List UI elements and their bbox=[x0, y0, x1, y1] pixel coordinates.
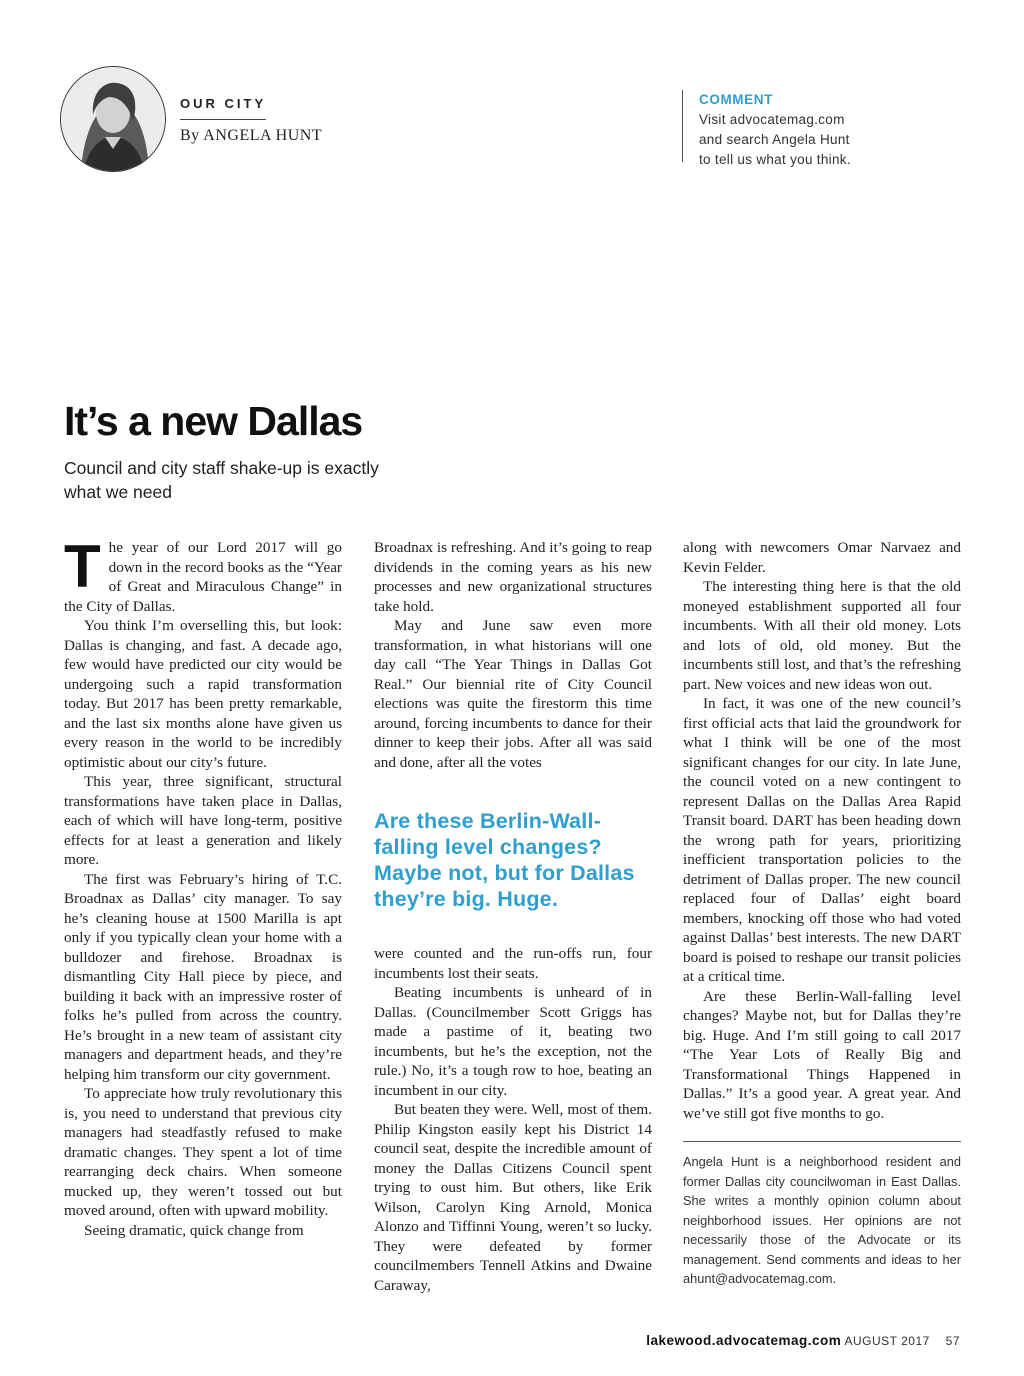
pull-quote: Are these Berlin-Wall-falling level changes? Maybe not, but for Dallas they’re big. Huge. bbox=[374, 809, 635, 911]
paragraph: Are these Berlin-Wall-falling level changes? Maybe not, but for Dallas they’re big. Huge. And I’m still going to call 2017 “The Year Lots of Really Big and Transformational Things Happened in Dallas.” It’s a good year. A great year. And we’ve still got five months to go. bbox=[683, 987, 961, 1122]
page-footer bbox=[646, 1333, 960, 1348]
section-label-divider bbox=[180, 119, 266, 120]
paragraph: You think I’m overselling this, but look: Dallas is changing, and fast. A decade ago, few would have predicted our city would be undergoing such a rapid transformation today. But 2017 has been pretty remarkable, and the last six months alone have given us every reason in the world to be incredibly optimistic about our city’s future. bbox=[64, 617, 342, 771]
paragraph: Broadnax is refreshing. And it’s going to reap dividends in the coming years as his new processes and new organizational structures take hold. bbox=[374, 539, 652, 615]
paragraph bbox=[64, 533, 342, 616]
comment-line: and search Angela Hunt bbox=[699, 132, 850, 147]
comment-line: Visit advocatemag.com bbox=[699, 112, 845, 127]
bio-divider bbox=[683, 1141, 961, 1142]
author-photo bbox=[60, 66, 166, 172]
headline: It’s a new Dallas bbox=[64, 398, 363, 444]
paragraph: were counted and the run-offs run, four incumbents lost their seats. bbox=[374, 945, 652, 982]
paragraph: along with newcomers Omar Narvaez and Kevin Felder. bbox=[683, 539, 961, 576]
author-bio: Angela Hunt is a neighborhood resident and former Dallas city councilwoman in East Dallas. She writes a monthly opinion column about neighborhood issues. Her opinions are not necessarily those of the Advocate or its management. Send comments and ideas to her ahunt@advocatemag.com. bbox=[683, 1154, 961, 1286]
dek: Council and city staff shake-up is exactly what we need bbox=[64, 458, 379, 502]
comment-box bbox=[682, 90, 851, 167]
paragraph: The interesting thing here is that the old moneyed establishment supported all four incumbents. With all their old money. Lots and lots of old, old money. But the incumbents still lost, and that’s the refreshing part. New voices and new ideas won out. bbox=[683, 578, 961, 693]
paragraph: But beaten they were. Well, most of them. Philip Kingston easily kept his District 14 council seat, despite the incredible amount of money the Dallas Citizens Council spent trying to oust him. But others, like Erik Wilson, Carolyn King Arnold, Monica Alonzo and Tiffinni Young, weren’t so lucky. They were defeated by former councilmembers Tennell Atkins and Dwaine Caraway, bbox=[374, 1101, 652, 1294]
paragraph: In fact, it was one of the new council’s first official acts that laid the groundwork for what I think will be one of the most significant changes for our city. In late June, the council voted on a new contingent to represent Dallas on the Dallas Area Rapid Transit board. DART has been heading down the wrong path for years, prioritizing inefficient transportation policies to the detriment of Dallas proper. The new council replaced four of Dallas’ eight board members, knocking off those who had voted against Dallas’ best interests. The new DART board is poised to reshape our transit policies at a critical time. bbox=[683, 695, 961, 985]
article-column-3 bbox=[683, 538, 961, 1289]
paragraph: Beating incumbents is unheard of in Dallas. (Councilmember Scott Griggs has made a pastime of it, beating two incumbents, but he’s the exception, not the rule.) No, it’s a tough row to hoe, beating an incumbent in our city. bbox=[374, 984, 652, 1099]
author-portrait-icon bbox=[61, 67, 165, 171]
paragraph: This year, three significant, structural transformations have taken place in Dallas, each of which will have long-term, positive effects for at least a generation and likely more. bbox=[64, 773, 342, 868]
article-column-1 bbox=[64, 533, 342, 1240]
paragraph: May and June saw even more transformation, in what historians will one day call “The Year Things in Dallas Got Real.” Our biennial rite of City Council elections was quite the firestorm this time around, forcing incumbents to dance for their dinner to keep their jobs. After all was said and done, after all the votes bbox=[374, 617, 652, 771]
paragraph: The first was February’s hiring of T.C. Broadnax as Dallas’ city manager. To say he’s cleaning house at 1500 Marilla is apt only if you typically clean your home with a bulldozer and firehose. Broadnax is dismantling City Hall piece by piece, and building it back with an impressive roster of folks he’s pulled from across the country. He’s brought in a new team of assistant city managers and department heads, and they’re helping him transform our city government. bbox=[64, 870, 342, 1083]
footer-site: lakewood.advocatemag.com bbox=[646, 1333, 842, 1348]
drop-cap: T bbox=[64, 533, 101, 600]
byline: By ANGELA HUNT bbox=[180, 127, 323, 144]
paragraph-text: he year of our Lord 2017 will go down in the record books as the “Year of Great and Miraculous Change” in the City of Dallas. bbox=[64, 539, 342, 615]
section-label: OUR CITY bbox=[180, 96, 267, 111]
comment-line: to tell us what you think. bbox=[699, 152, 851, 167]
footer-issue: AUGUST 2017 bbox=[844, 1334, 930, 1348]
paragraph: To appreciate how truly revolutionary this is, you need to understand that previous city managers had steadfastly refused to make dramatic changes. They spent a lot of time rearranging deck chairs. When someone mucked up, they weren’t tossed out but moved around, often with upward mobility. bbox=[64, 1085, 342, 1219]
comment-heading: COMMENT bbox=[699, 92, 773, 107]
paragraph: Seeing dramatic, quick change from bbox=[84, 1221, 304, 1239]
article-column-2 bbox=[374, 538, 652, 1295]
page-number: 57 bbox=[945, 1334, 960, 1348]
